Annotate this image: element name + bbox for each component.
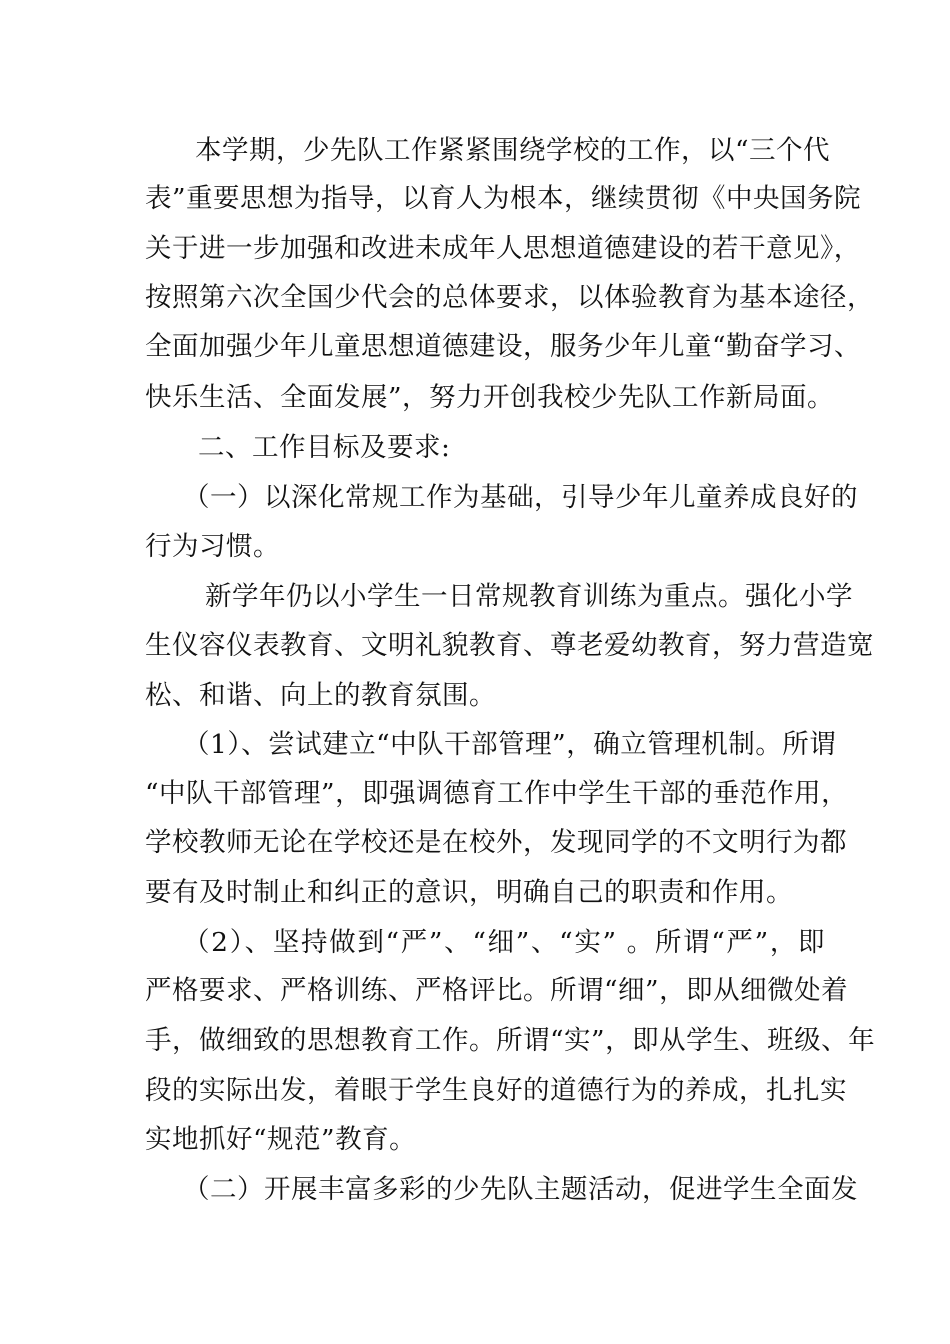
text-line: 按照第六次全国少代会的总体要求，以体验教育为基本途径， <box>145 282 874 313</box>
text-line: 快乐生活、全面发展”，努力开创我校少先队工作新局面。 <box>145 382 835 413</box>
text-line: 段的实际出发，着眼于学生良好的道德行为的养成，扎扎实 <box>145 1075 847 1106</box>
list-item-heading: （1）、尝试建立“中队干部管理”，确立管理机制。所谓 <box>183 729 837 760</box>
subsection-heading: （一）以深化常规工作为基础，引导少年儿童养成良好的 <box>183 482 858 513</box>
section-heading: 二、工作目标及要求: <box>198 432 451 463</box>
text-line: 生仪容仪表教育、文明礼貌教育、尊老爱幼教育，努力营造宽 <box>145 630 874 661</box>
text-line: “中队干部管理”，即强调德育工作中学生干部的垂范作用， <box>145 778 849 809</box>
text-line: 本学期，少先队工作紧紧围绕学校的工作，以“三个代 <box>195 135 831 166</box>
text-line: 要有及时制止和纠正的意识，明确自己的职责和作用。 <box>145 877 793 908</box>
text-line: 关于进一步加强和改进未成年人思想道德建设的若干意见》， <box>145 233 861 264</box>
text-line: 新学年仍以小学生一日常规教育训练为重点。强化小学 <box>205 581 853 612</box>
text-line: 松、和谐、向上的教育氛围。 <box>145 680 496 711</box>
text-line: 手，做细致的思想教育工作。所谓“实”，即从学生、班级、年 <box>145 1025 876 1056</box>
text-line: 行为习惯。 <box>145 531 280 562</box>
text-line: 表”重要思想为指导，以育人为根本，继续贯彻《中央国务院 <box>145 183 862 214</box>
subsection-heading: （二）开展丰富多彩的少先队主题活动，促进学生全面发 <box>183 1174 858 1205</box>
text-line: 全面加强少年儿童思想道德建设，服务少年儿童“勤奋学习、 <box>145 331 862 362</box>
text-line: 学校教师无论在学校还是在校外，发现同学的不文明行为都 <box>145 827 847 858</box>
list-item-heading: （2）、坚持做到“严”、“细”、“实” 。所谓“严”，即 <box>183 927 825 958</box>
text-line: 实地抓好“规范”教育。 <box>145 1124 417 1155</box>
text-line: 严格要求、严格训练、严格评比。所谓“细”，即从细微处着 <box>145 975 849 1006</box>
